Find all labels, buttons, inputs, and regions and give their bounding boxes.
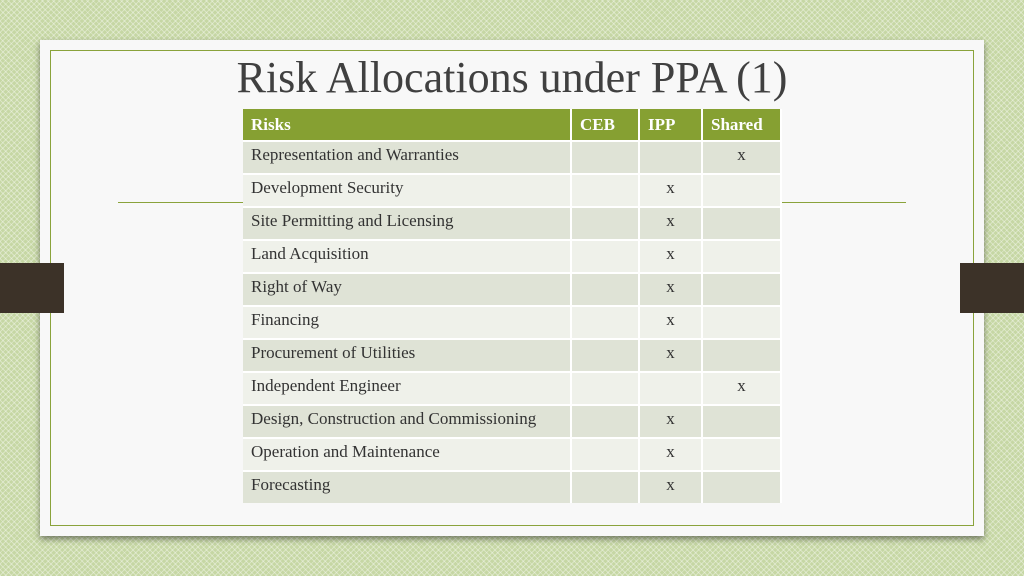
shared-cell [702,339,781,372]
risk-name: Site Permitting and Licensing [243,207,571,240]
ipp-cell: x [639,207,702,240]
shared-cell [702,240,781,273]
shared-cell [702,273,781,306]
table-row [243,273,781,306]
ceb-cell [571,174,639,207]
table-row [243,372,781,405]
shared-cell [702,438,781,471]
header-ipp: IPP [639,109,702,141]
risk-name: Design, Construction and Commissioning [243,405,571,438]
risk-name: Financing [243,306,571,339]
risk-name: Right of Way [243,273,571,306]
shared-cell: x [702,372,781,405]
risk-name: Development Security [243,174,571,207]
header-risks: Risks [243,109,571,141]
risk-name: Independent Engineer [243,372,571,405]
decorative-rule-right [776,202,906,203]
table-row [243,339,781,372]
risk-allocation-table [243,109,782,503]
shared-cell [702,174,781,207]
ipp-cell: x [639,306,702,339]
ceb-cell [571,306,639,339]
slide-title: Risk Allocations under PPA (1) [236,53,788,102]
ceb-cell [571,339,639,372]
ceb-cell [571,372,639,405]
decorative-tab-left [0,263,64,313]
ipp-cell: x [639,339,702,372]
ipp-cell: x [639,405,702,438]
table-header-row [243,109,781,141]
ipp-cell [639,141,702,174]
table-row [243,174,781,207]
table-row [243,141,781,174]
ceb-cell [571,273,639,306]
header-shared: Shared [702,109,781,141]
table-row [243,471,781,503]
ipp-cell: x [639,471,702,503]
shared-cell [702,306,781,339]
decorative-tab-right [960,263,1024,313]
table-row [243,438,781,471]
shared-cell [702,471,781,503]
table-row [243,207,781,240]
ceb-cell [571,207,639,240]
ceb-cell [571,141,639,174]
risk-name: Procurement of Utilities [243,339,571,372]
ceb-cell [571,471,639,503]
ipp-cell: x [639,438,702,471]
risk-name: Representation and Warranties [243,141,571,174]
ipp-cell: x [639,273,702,306]
ceb-cell [571,438,639,471]
risk-name: Operation and Maintenance [243,438,571,471]
ipp-cell: x [639,240,702,273]
ipp-cell: x [639,174,702,207]
shared-cell [702,405,781,438]
shared-cell [702,207,781,240]
shared-cell: x [702,141,781,174]
table-row [243,306,781,339]
ceb-cell [571,240,639,273]
ceb-cell [571,405,639,438]
risk-name: Forecasting [243,471,571,503]
ipp-cell [639,372,702,405]
risk-name: Land Acquisition [243,240,571,273]
header-ceb: CEB [571,109,639,141]
table-row [243,405,781,438]
decorative-rule-left [118,202,248,203]
table-row [243,240,781,273]
